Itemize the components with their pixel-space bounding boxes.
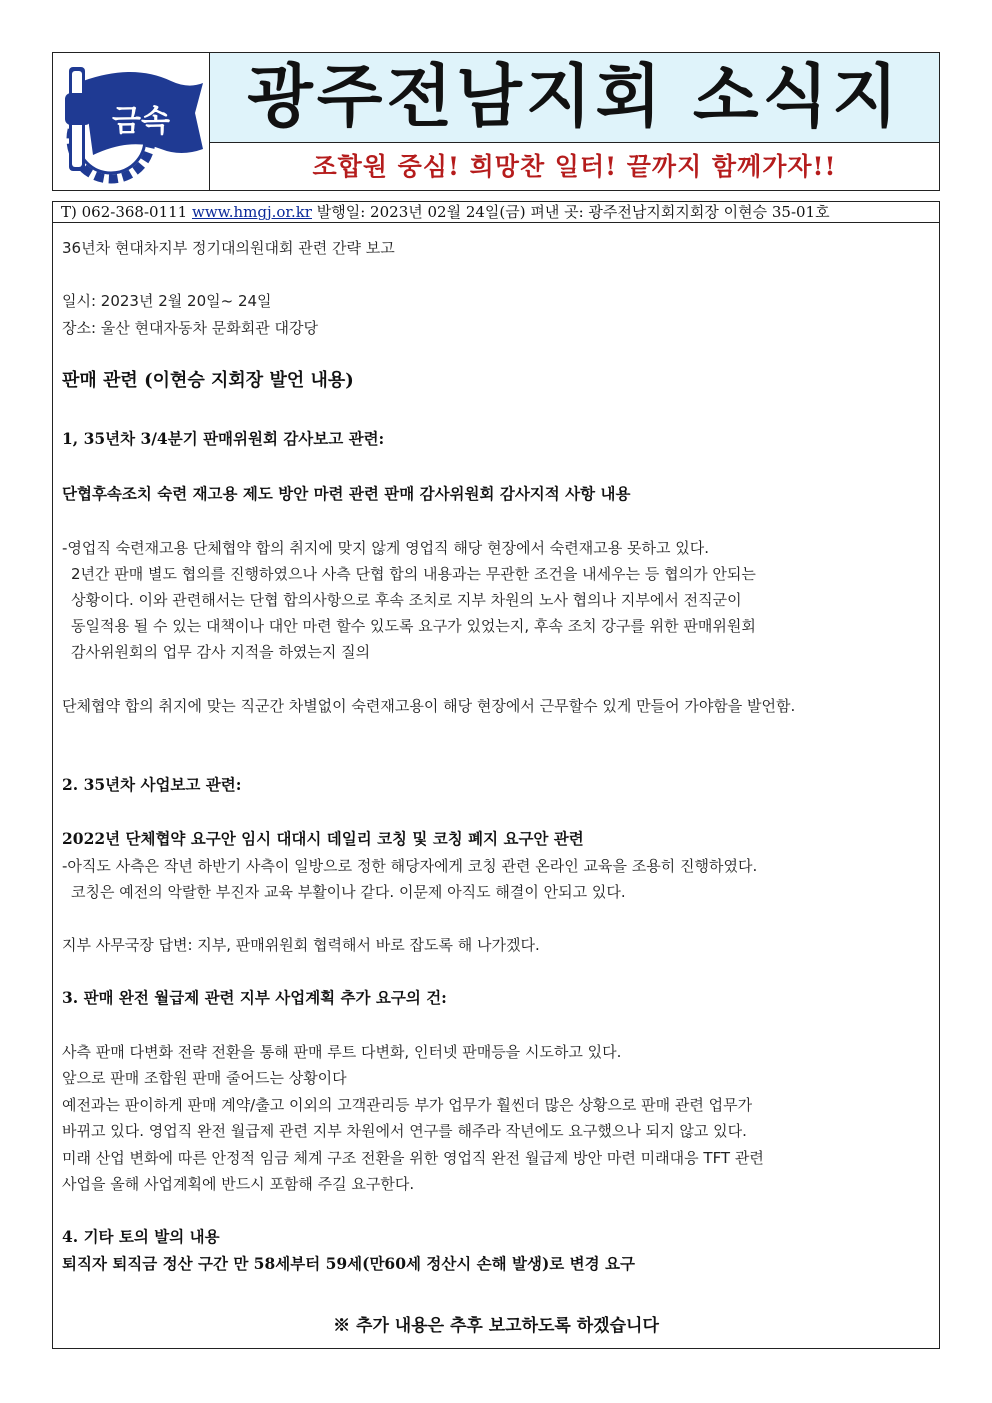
item1-line: 2년간 판매 별도 협의를 진행하였으나 사측 단협 합의 내용과는 무관한 조건을 내세우는 등 협의가 안되는 — [71, 565, 756, 583]
item2-line: -아직도 사측은 작년 하반기 사측이 일방으로 정한 해당자에게 코칭 관련 온라인 교육을 조용히 진행하였다. — [62, 857, 758, 875]
website-link[interactable]: www.hmgj.or.kr — [191, 203, 312, 221]
item1-line: 동일적용 될 수 있는 대책이나 대안 마련 할수 있도록 요구가 있었는지, 후속 조치 강구를 위한 판매위원회 — [71, 617, 756, 635]
item3-line: 미래 산업 변화에 따른 안정적 임금 체계 구조 전환을 위한 영업직 완전 월급제 방안 마련 미래대응 TFT 관련 — [62, 1149, 764, 1167]
item1-line: 감사위원회의 업무 감사 지적을 하였는지 질의 — [71, 643, 371, 661]
item3-line: 바뀌고 있다. 영업직 완전 월급제 관련 지부 차원에서 연구를 해주라 작년에도 요구했으나 되지 않고 있다. — [62, 1122, 747, 1140]
section-title: 판매 관련 (이현승 지회장 발언 내용) — [62, 370, 354, 391]
item3-line: 앞으로 판매 조합원 판매 줄어드는 상황이다 — [62, 1069, 347, 1087]
event-place: 장소: 울산 현대자동차 문화회관 대강당 — [62, 319, 318, 337]
item1-line: -영업직 숙련재고용 단체협약 합의 취지에 맞지 않게 영업직 해당 현장에서 숙련재고용 못하고 있다. — [62, 539, 710, 557]
item2-title: 2. 35년차 사업보고 관련: — [62, 775, 242, 794]
issue-info: 발행일: 2023년 02월 24일(금) 펴낸 곳: 광주전남지회지회장 이현승 35-01호 — [316, 203, 830, 221]
item2-line: 코칭은 예전의 악랄한 부진자 교육 부활이나 같다. 이문제 아직도 해결이 안되고 있다. — [71, 883, 626, 901]
item3-title: 3. 판매 완전 월급제 관련 지부 사업계획 추가 요구의 건: — [62, 988, 447, 1007]
newsletter-title: 광주전남지회 소식지 — [247, 58, 902, 137]
phone-number: T) 062-368-0111 — [61, 203, 188, 221]
intro-line: 36년차 현대차지부 정기대의원대회 관련 간략 보고 — [62, 239, 395, 257]
title-banner — [210, 53, 939, 143]
event-date: 일시: 2023년 2월 20일~ 24일 — [62, 292, 272, 310]
item3-line: 사측 판매 다변화 전략 전환을 통해 판매 루트 다변화, 인터넷 판매등을 시도하고 있다. — [62, 1043, 622, 1061]
item1-subtitle: 단협후속조치 숙련 재고용 제도 방안 마련 관련 판매 감사위원회 감사지적 사항 내용 — [62, 484, 631, 503]
newsletter-header — [52, 52, 940, 191]
item2-answer: 지부 사무국장 답변: 지부, 판매위원회 협력해서 바로 잡도록 해 나가겠다. — [62, 936, 540, 954]
item4-title: 4. 기타 토의 발의 내용 — [62, 1227, 220, 1246]
logo-text: 금속 — [112, 104, 170, 139]
newsletter-body — [52, 222, 940, 1349]
slogan: 조합원 중심! 희망찬 일터! 끝까지 함께가자!! — [312, 152, 837, 181]
item3-line: 사업을 올해 사업계획에 반드시 포함해 주길 요구한다. — [62, 1175, 415, 1193]
item3-line: 예전과는 판이하게 판매 계약/출고 이외의 고객관리등 부가 업무가 훨씬더 많은 상황으로 판매 관련 업무가 — [62, 1096, 753, 1114]
item2-subtitle: 2022년 단체협약 요구안 임시 대대시 데일리 코칭 및 코칭 폐지 요구안 관련 — [62, 829, 584, 848]
item4-subtitle: 퇴직자 퇴직금 정산 구간 만 58세부터 59세(만60세 정산시 손해 발생)로 변경 요구 — [62, 1254, 635, 1273]
slogan-banner — [210, 143, 939, 190]
item1-line: 상황이다. 이와 관련해서는 단협 합의사항으로 후속 조치로 지부 차원의 노사 협의나 지부에서 전직군이 — [71, 591, 742, 609]
closing-note: ※ 추가 내용은 추후 보고하도록 하겠습니다 — [333, 1316, 659, 1336]
item1-title: 1, 35년차 3/4분기 판매위원회 감사보고 관련: — [62, 429, 385, 448]
union-logo — [53, 53, 210, 190]
union-flag-logo-icon — [53, 53, 209, 190]
publication-info-bar — [52, 201, 940, 223]
item1-conclusion: 단체협약 합의 취지에 맞는 직군간 차별없이 숙련재고용이 해당 현장에서 근무할수 있게 만들어 가야함을 발언함. — [62, 697, 796, 715]
